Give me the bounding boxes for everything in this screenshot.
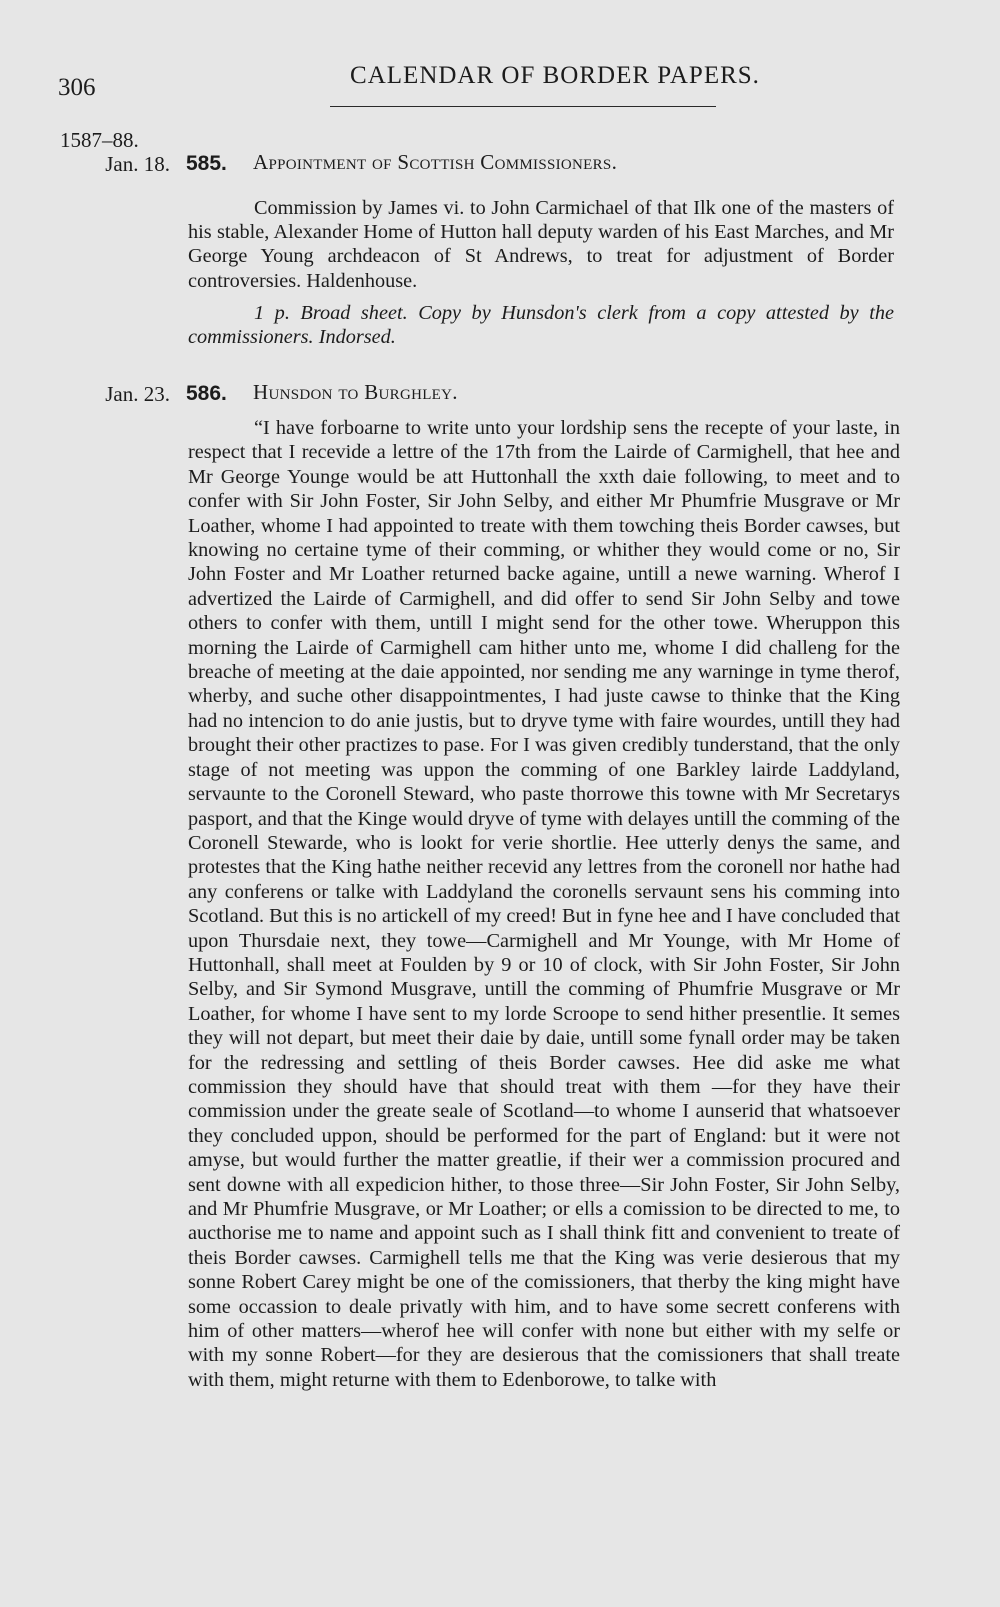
entry-number: 586.: [186, 382, 227, 405]
header-rule: [330, 106, 716, 107]
entry-number: 585.: [186, 152, 227, 175]
letter-block: [188, 416, 900, 1392]
entry-title: Appointment of Scottish Commissioners.: [253, 150, 618, 174]
entry-title: Hunsdon to Burghley.: [253, 380, 458, 404]
entry-body: Commission by James vi. to John Carmichael of that Ilk one of the masters of his stable, Alexander Home of Hutton hall deputy warden of his East Marches, and Mr George Young archdeacon of St Andrews, to treat for adjustment of Border controversies. Haldenhouse.: [188, 197, 894, 292]
entry-date: Jan. 23.: [105, 382, 170, 406]
running-title: CALENDAR OF BORDER PAPERS.: [350, 62, 760, 89]
entry-date: Jan. 18.: [105, 152, 170, 176]
year-range: 1587–88.: [60, 128, 139, 152]
letter-body: “I have forboarne to write unto your lordship sens the recepte of your laste, in respect that I recevide a lettre of the 17th from the Lairde of Carmighell, that hee and Mr George Younge would be att Huttonhall the xxth daie following, to meet and to confer with Sir John Foster, Sir John Selby, and either Mr Phumfrie Musgrave or Mr Loather, whome I had appointed to treate with them towching theis Border cawses, but knowing no certaine tyme of their comming, or whither they would come or no, Sir John Foster and Mr Loather returned backe againe, untill a newe warning. Wherof I advertized the Lairde of Carmighell, and did offer to send Sir John Selby and towe others to confer with them, untill I might send for the other towe. Wheruppon this morning the Lairde of Carmighell cam hither unto me, whome I did challeng for the breache of meeting at the daie appointed, nor sending me any warninge in tyme therof, wherby, and suche other disappointmentes, I had juste cawse to thinke that the King had no intencion to do anie justis, but to dryve tyme with faire wourdes, untill they had brought their other practizes to pase. For I was given credibly tunderstand, that the only stage of not meeting was uppon the comming of one Barkley lairde Laddyland, servaunte to the Coronell Steward, who paste thorrowe this towne with Mr Secretarys pasport, and that the Kinge would dryve of tyme with delayes untill the comming of the Coronell Stewarde, who is lookt for verie shortlie. Hee utterly denys the same, and protestes that the King hathe neither recevid any lettres from the coronell nor hathe had any conferens or talke with Laddyland the coronells servaunt sens his comming into Scotland. But this is no artickell of my creed! But in fyne hee and I have concluded that upon Thursdaie next, they towe—Carmighell and Mr Younge, with Mr Home of Huttonhall, shall meet at Foulden by 9 or 10 of clock, with Sir John Foster, Sir John Selby, and Sir Symond Musgrave, untill the comming of Phumfrie Musgrave or Mr Loather, for whome I have sent to my lorde Scroope to send hither presentlie. It semes they will not depart, but meet their daie by daie, untill some fynall order may be taken for the redressing and settling of theis Border cawses. Hee did aske me what commission they should have that should treat with them —for they have their commission under the greate seale of Scotland—to whome I aunserid that whatsoever they concluded uppon, should be performed for the part of England: but it were not amyse, but would further the matter greatlie, if their wer a commission procured and sent downe with all expedicion hither, to those three—Sir John Foster, Sir John Selby, and Mr Phumfrie Musgrave, or Mr Loather; or ells a comission to be directed to me, to aucthorise me to name and appoint such as I shall think fitt and convenient to treate of theis Border cawses. Carmighell tells me that the King was verie desierous that my sonne Robert Carey might be one of the comissioners, that therby the king might have some occassion to deale privatly with him, and to have some secrett conferens with him of other matters—wherof hee will confer with none but either with my selfe or with my sonne Robert—for they are desierous that the comissioners that shall treate with them, might returne with them to Edenborowe, to talke with: [188, 417, 900, 1391]
entry-note: 1 p. Broad sheet. Copy by Hunsdon's clerk from a copy attested by the commissioners. Indorsed.: [188, 301, 894, 349]
entry-body-block: [188, 196, 894, 349]
page-number: 306: [58, 74, 96, 101]
